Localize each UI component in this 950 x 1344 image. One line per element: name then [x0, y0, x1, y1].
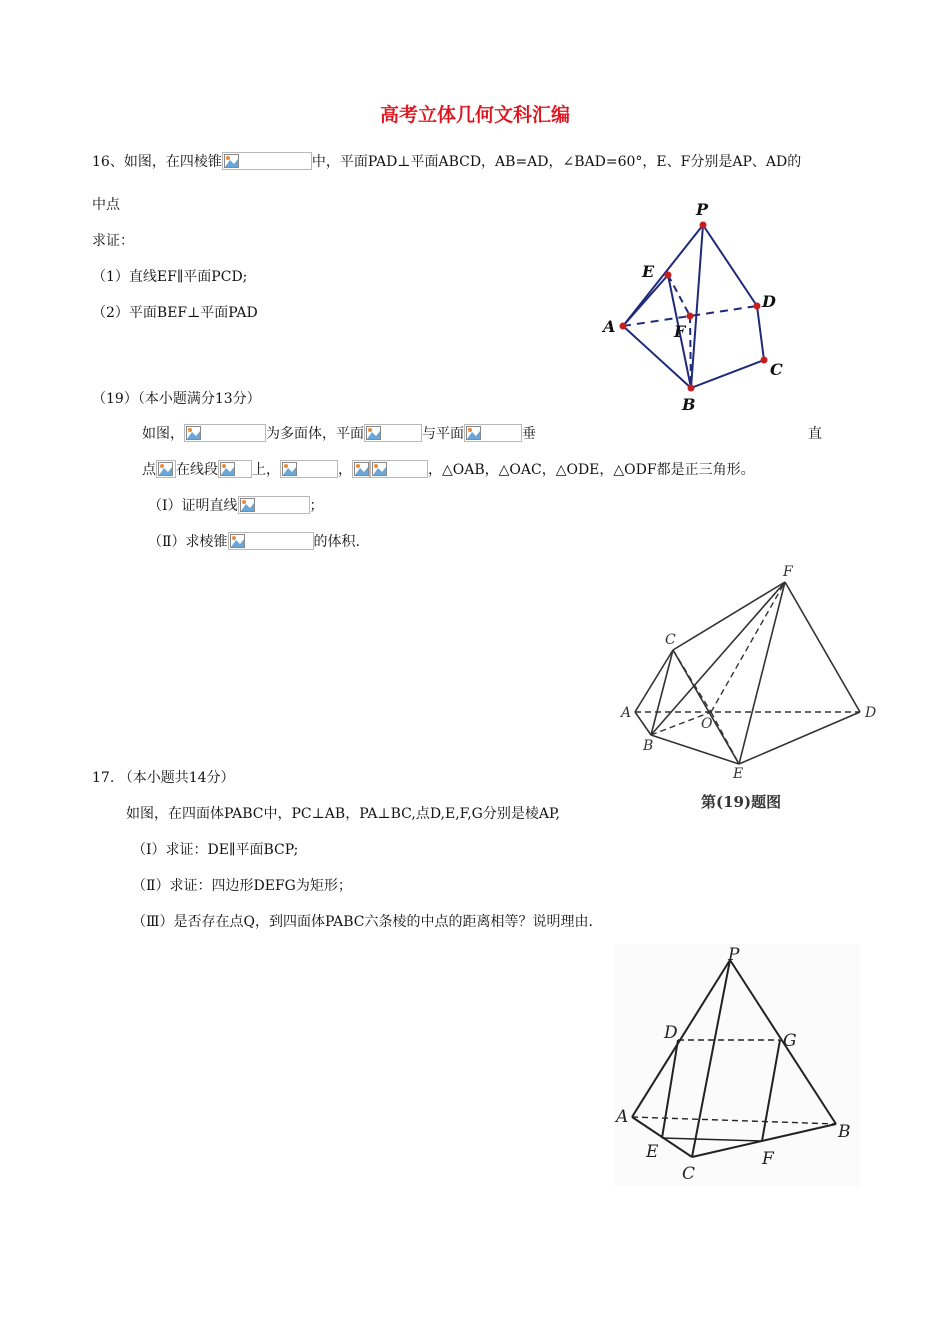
q19-l1-d: 垂 [522, 426, 536, 442]
q19-item2-b: 的体积. [313, 534, 360, 550]
fig19-caption: 第(19)题图 [701, 793, 782, 811]
broken-image-icon [218, 460, 252, 478]
q19-item1 [148, 495, 324, 515]
broken-image-icon [464, 424, 522, 442]
broken-image-icon [238, 496, 310, 514]
q19-l1-e: 直 [808, 426, 822, 442]
q19-l1-c: 与平面 [422, 426, 464, 442]
broken-image-icon [222, 152, 312, 170]
q19-l1-b: 为多面体，平面 [266, 426, 364, 442]
fig17-label-g: G [783, 1031, 797, 1051]
fig17-label-p: P [728, 945, 740, 965]
q16-text-prefix: 16、如图，在四棱锥 [92, 154, 222, 170]
fig16-label-c: C [770, 360, 783, 379]
q16-prove: 求证： [92, 233, 134, 249]
fig17-label-e: E [646, 1142, 659, 1162]
q16-item2: （2）平面BEF⊥平面PAD [92, 305, 258, 321]
fig16-label-f: F [674, 322, 686, 341]
fig17-label-a: A [616, 1107, 629, 1127]
fig16-label-p: P [696, 200, 709, 219]
fig17-label-c: C [682, 1164, 696, 1184]
broken-image-icon [280, 460, 338, 478]
fig19-label-f: F [783, 564, 793, 580]
fig16-label-e: E [642, 262, 655, 281]
broken-image-icon [352, 460, 370, 478]
q17-item2: （Ⅱ）求证：四边形DEFG为矩形； [132, 878, 352, 894]
q19-item1-b: ； [309, 498, 324, 514]
q16-text-suffix: 中，平面PAD⊥平面ABCD，AB=AD，∠BAD=60°，E、F分别是AP、AD的 [311, 154, 802, 170]
q19-l2-c: 上， [252, 462, 280, 478]
fig19-label-d: D [865, 705, 877, 721]
broken-image-icon [370, 460, 428, 478]
q17-heading: 17. （本小题共14分） [92, 770, 235, 786]
q19-l2-b: 在线段 [176, 462, 218, 478]
q19-line2 [142, 459, 755, 479]
figure-17-tetrahedron [612, 942, 862, 1188]
broken-image-icon [184, 424, 266, 442]
q19-l2-a: 点 [142, 462, 156, 478]
q19-l1-a: 如图， [142, 426, 184, 442]
q19-heading: （19）（本小题满分13分） [92, 391, 261, 407]
fig17-label-f: F [762, 1149, 774, 1169]
q19-item2 [148, 531, 360, 551]
fig16-label-b: B [682, 395, 696, 414]
broken-image-icon [364, 424, 422, 442]
figure-19-polyhedron [615, 562, 885, 820]
fig16-label-d: D [762, 292, 776, 311]
fig16-label-a: A [603, 317, 616, 336]
page-title: 高考立体几何文科汇编 [379, 104, 570, 126]
figure-16-pyramid [595, 195, 795, 420]
broken-image-icon [156, 460, 176, 478]
fig19-label-o: O [701, 716, 713, 732]
q19-item1-a: （Ⅰ）证明直线 [148, 498, 238, 514]
q16-item1: （1）直线EF∥平面PCD; [92, 269, 248, 285]
q17-item1: （Ⅰ）求证：DE∥平面BCP; [132, 842, 299, 858]
q19-item2-a: （Ⅱ）求棱锥 [148, 534, 228, 550]
fig17-label-b: B [838, 1122, 851, 1142]
q17-item3: （Ⅲ）是否存在点Q，到四面体PABC六条棱的中点的距离相等？说明理由. [132, 914, 593, 930]
fig19-label-b: B [643, 738, 654, 754]
q19-l2-e: ，△OAB，△OAC，△ODE，△ODF都是正三角形。 [428, 462, 755, 478]
q16-line2: 中点 [92, 197, 120, 213]
q16-line1 [92, 151, 801, 171]
broken-image-icon [228, 532, 314, 550]
fig19-label-a: A [621, 705, 632, 721]
fig19-label-c: C [665, 632, 676, 648]
fig17-label-d: D [664, 1023, 678, 1043]
q19-l2-d: ， [338, 462, 352, 478]
fig19-label-e: E [733, 766, 744, 782]
q17-line1: 如图，在四面体PABC中，PC⊥AB，PA⊥BC,点D,E,F,G分别是棱AP, [126, 806, 560, 822]
q19-line1 [142, 423, 536, 443]
